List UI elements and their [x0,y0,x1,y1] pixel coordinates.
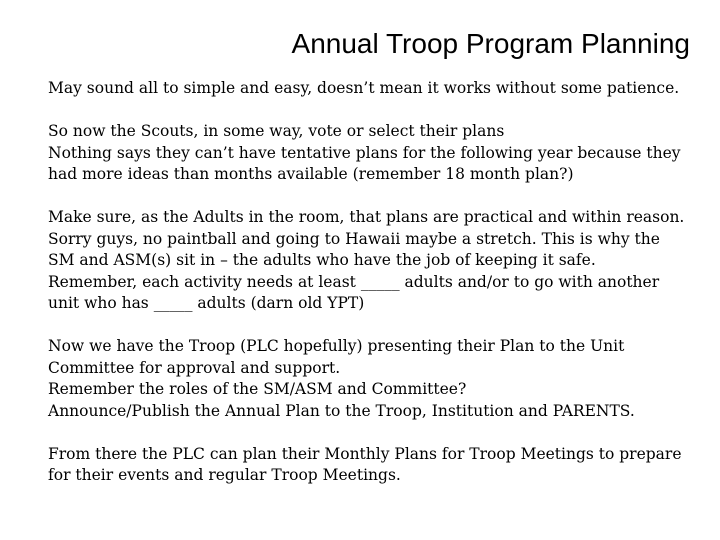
text-line: Remember the roles of the SM/ASM and Committee? [48,380,467,398]
text-line: May sound all to simple and easy, doesn’t mean it works without some patience. [48,79,680,97]
text-line: Sorry guys, no paintball and going to Hawaii maybe a stretch. This is why the [48,229,660,248]
text-line: Nothing says they can’t have tentative plans for the following year because they [48,143,681,162]
slide-title: Annual Troop Program Planning [291,28,690,59]
slide-body [48,78,708,508]
text-line: for their events and regular Troop Meetings. [48,466,401,484]
text-line: Now we have the Troop (PLC hopefully) presenting their Plan to the Unit [48,337,625,355]
text-line: So now the Scouts, in some way, vote or select their plans [48,122,505,140]
text-line: From there the PLC can plan their Monthly Plans for Troop Meetings to prepare [48,444,682,463]
text-line: Remember, each activity needs at least _____ adults and/or to go with another [48,272,660,291]
text-line: Make sure, as the Adults in the room, that plans are practical and within reason. [48,208,685,226]
paragraph-adults-role [48,207,708,315]
paragraph-monthly-plans [48,444,708,487]
text-line: Announce/Publish the Annual Plan to the Troop, Institution and PARENTS. [48,401,635,420]
text-line: unit who has _____ adults (darn old YPT) [48,294,365,312]
paragraph-intro [48,78,708,100]
text-line: Committee for approval and support. [48,358,341,377]
text-line: had more ideas than months available (remember 18 month plan?) [48,165,574,183]
paragraph-committee-approval [48,336,708,422]
paragraph-scouts-vote [48,121,708,186]
text-line: SM and ASM(s) sit in – the adults who have the job of keeping it safe. [48,251,596,269]
